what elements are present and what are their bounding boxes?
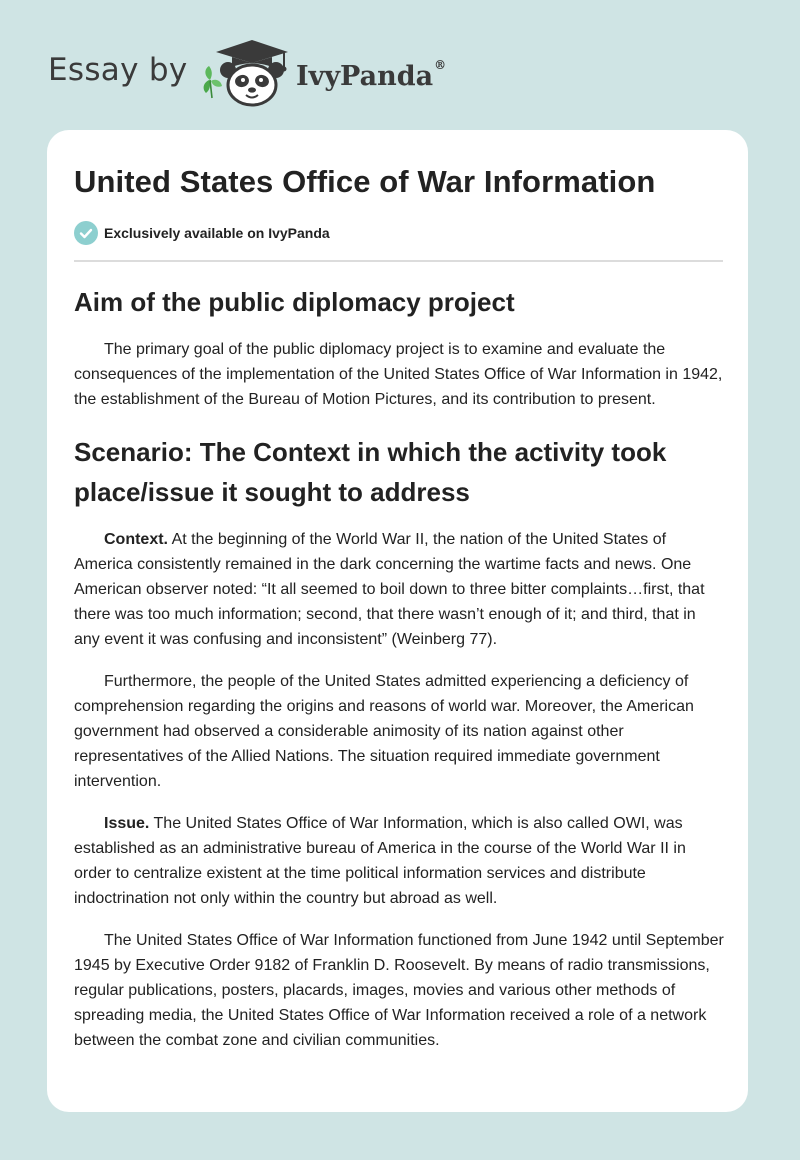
paragraph-issue [74, 811, 724, 911]
section-heading-scenario: Scenario: The Context in which the activity took place/issue it sought to address [74, 437, 667, 507]
paragraph-text: At the beginning of the World War II, the nation of the United States of America consistently remained in the dark concerning the wartime facts and news. One American observer noted: “It all seemed to boil down to three bitter complaints…first, that there was too much information; second, that there wasn’t enough of it; and third, that in any event it was confusing and inconsistent” (Weinberg 77). [74, 531, 705, 648]
essay-by-label: Essay by [48, 52, 188, 88]
ivy-leaf-icon [204, 66, 222, 98]
section-heading-aim: Aim of the public diplomacy project [74, 287, 515, 317]
exclusive-badge [74, 220, 724, 246]
paragraph-text: Furthermore, the people of the United States admitted experiencing a deficiency of comprehension regarding the origins and reasons of world war. Moreover, the American government had observed a considerable animosity of its nation against other representatives of the Allied Nations. The situation required immediate government intervention. [74, 673, 694, 790]
check-circle-icon [74, 221, 98, 245]
paragraph-functioned [74, 928, 724, 1053]
site-header [0, 0, 800, 120]
paragraph-context [74, 527, 724, 652]
title-divider [74, 260, 723, 262]
paragraph-text: The United States Office of War Information, which is also called OWI, was established as an administrative bureau of America in the course of the World War II in order to centralize existent at the time political information services and distribute indoctrination not only within the country but abroad as well. [74, 815, 686, 907]
paragraph-aim [74, 337, 724, 412]
brand-logo-text[interactable] [296, 53, 446, 95]
paragraph-lead-context: Context. [104, 531, 168, 548]
paragraph-lead-issue: Issue. [104, 815, 150, 832]
paragraph-furthermore [74, 669, 724, 794]
paragraph-text: The primary goal of the public diplomacy project is to examine and evaluate the consequences of the implementation of the United States Office of War Information in 1942, the establishment of the Bureau of Motion Pictures, and its contribution to present. [74, 341, 723, 408]
panda-graduate-icon[interactable] [200, 36, 294, 108]
essay-card [47, 130, 748, 1112]
brand-name: IvyPanda [296, 61, 434, 92]
paragraph-text: The United States Office of War Information functioned from June 1942 until September 1945 by Executive Order 9182 of Franklin D. Roosevelt. By means of radio transmissions, regular publications, posters, placards, images, movies and various other methods of spreading media, the United States Office of War Information received a role of a network between the combat zone and civilian communities. [74, 932, 724, 1049]
essay-content [74, 160, 724, 1053]
page-title: United States Office of War Information [74, 164, 656, 199]
exclusive-badge-label: Exclusively available on IvyPanda [104, 225, 330, 241]
registered-mark: ® [434, 58, 447, 72]
